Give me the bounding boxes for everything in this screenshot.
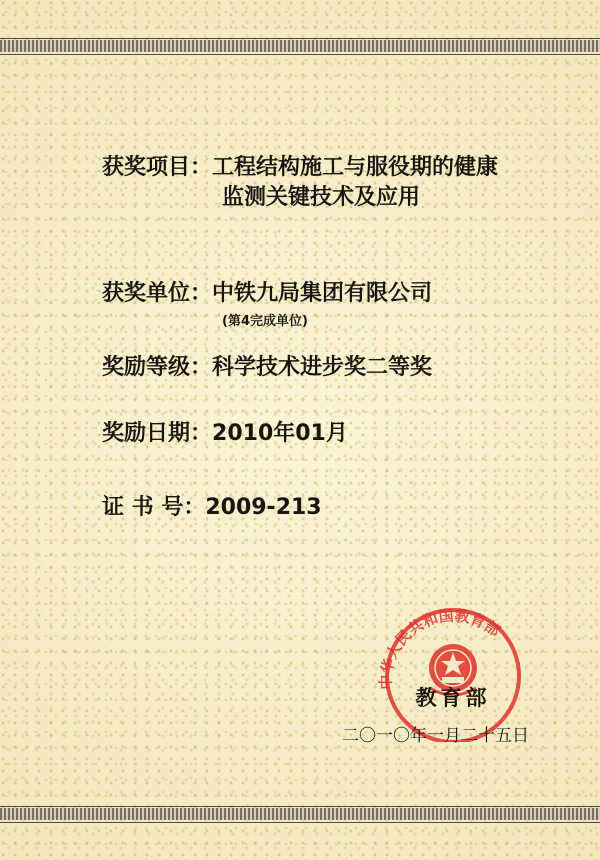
award-grade-value: 科学技术进步奖二等奖 xyxy=(212,355,433,380)
seal-ring-text: 中华人民共和国教育部 xyxy=(376,606,504,690)
certificate-number-value: 2009-213 xyxy=(205,495,322,520)
award-project-label: 获奖项目： xyxy=(102,155,213,180)
bottom-border-line xyxy=(0,806,600,807)
award-project-value-line1: 工程结构施工与服役期的健康 xyxy=(212,155,499,180)
top-border-line-inner xyxy=(0,54,600,55)
seal-issuer-text: 教育部 xyxy=(415,685,491,710)
award-project-value-line2: 监测关键技术及应用 xyxy=(222,185,421,210)
bottom-border-line-inner xyxy=(0,822,600,823)
bottom-border xyxy=(0,808,600,820)
award-date-label: 奖励日期： xyxy=(102,421,213,446)
award-unit-label: 获奖单位： xyxy=(102,281,213,306)
top-border-line xyxy=(0,38,600,39)
issue-date: 二〇一〇年一月二十五日 xyxy=(342,726,529,746)
top-border xyxy=(0,40,600,52)
certificate-number-row xyxy=(102,490,322,521)
award-date-row xyxy=(102,416,348,447)
certificate-number-label: 证 书 号： xyxy=(102,495,206,520)
award-unit-value: 中铁九局集团有限公司 xyxy=(212,281,433,306)
award-grade-label: 奖励等级： xyxy=(102,355,213,380)
award-date-value: 2010年01月 xyxy=(212,421,348,446)
award-project-row xyxy=(102,150,498,181)
award-grade-row xyxy=(102,350,432,381)
award-unit-note: (第4完成单位) xyxy=(222,314,308,329)
award-unit-row xyxy=(102,276,432,307)
